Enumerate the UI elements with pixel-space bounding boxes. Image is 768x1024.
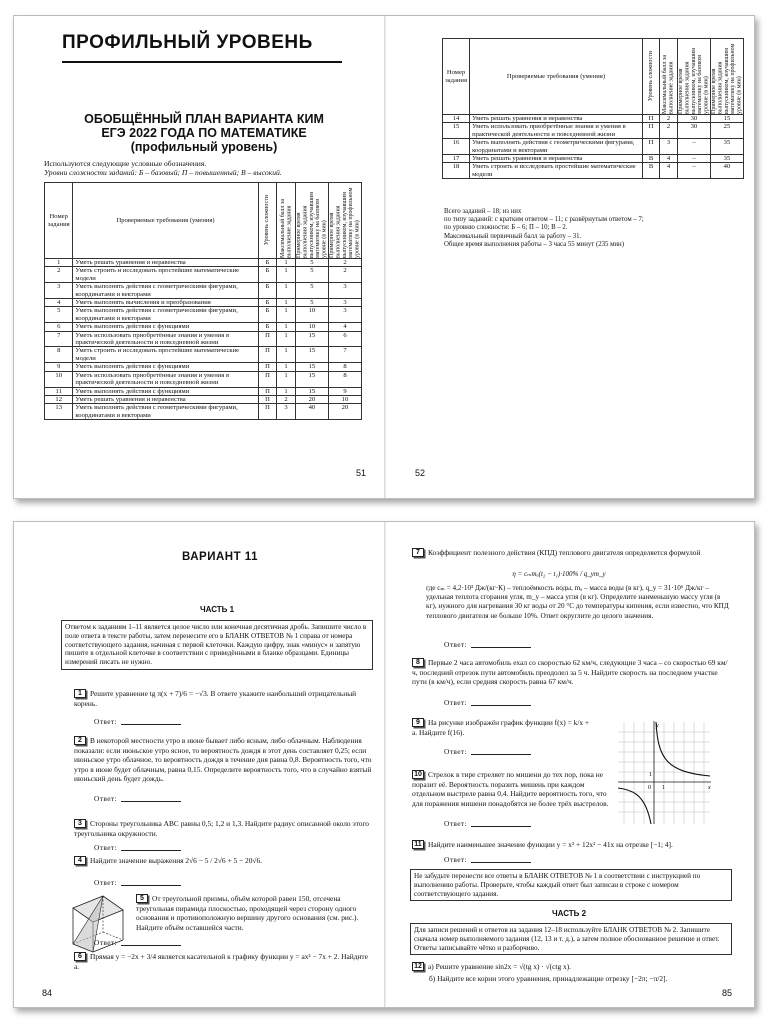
table-cell: 20 [295,395,328,403]
answer-line[interactable] [94,717,181,726]
table-cell: 18 [443,163,470,179]
table-row [45,307,362,323]
plan-title-line: ЕГЭ 2022 ГОДА ПО МАТЕМАТИКЕ [101,126,307,140]
task-number: 4 [74,856,86,865]
table-cell: 10 [295,323,328,331]
answer-label: Ответ: [444,640,467,649]
task-number: 5 [136,894,148,903]
table-cell: 14 [443,115,470,123]
table-header-cell [677,39,710,115]
table-cell: 40 [295,404,328,420]
table-cell: 2 [277,395,296,403]
table-cell: 9 [45,363,73,371]
table-cell: 35 [710,155,743,163]
table-row [443,123,744,139]
header-text: Примерное время выполнения задания выпускником, изучавшим математику на профильном уровне (в мин) [710,43,743,114]
table-cell: 9 [328,387,361,395]
task-text: Решите уравнение tg π(x + 7)/6 = −√3. В ответе укажите наибольший отрицательный корень. [74,689,357,708]
table-cell: Уметь решать уравнения и неравенства [470,155,643,163]
table-cell: 1 [277,267,296,283]
task-12b: б) Найдите все корни этого уравнения, принадлежащие отрезку [−2π; −π/2]. [429,974,668,983]
table-row [45,283,362,299]
answer-line[interactable] [444,855,531,864]
answer-line[interactable] [94,843,181,852]
table-header-cell [258,183,276,259]
table-header-cell: Проверяемые требования (умения) [73,183,258,259]
table-cell: 1 [45,259,73,267]
table-cell: Уметь строить и исследовать простейшие математические модели [73,267,258,283]
legend-line: Уровни сложности заданий: Б – базовый; П – повышенный; В – высокий. [44,168,282,177]
table-cell: Уметь выполнять действия с геометрическими фигурами, координатами и векторами [470,139,643,155]
task-number: 6 [74,952,86,961]
table-cell: В [642,155,659,163]
table-cell: 5 [295,283,328,299]
table-cell: 1 [277,283,296,299]
table-cell: 2 [328,267,361,283]
page-number: 84 [42,988,53,998]
task-number: 1 [74,689,86,698]
table-cell: – [677,139,710,155]
table-cell: 17 [443,155,470,163]
table-cell: П [258,347,276,363]
summary-line: Общее время выполнения работы – 3 часа 55 минут (235 мин) [444,240,624,248]
table-cell: Уметь решать уравнения и неравенства [73,259,258,267]
table-row [45,363,362,371]
table-cell: 1 [277,299,296,307]
task-2 [74,736,372,784]
task-text: Первые 2 часа автомобиль ехал со скоростью 62 км/ч, следующие 3 часа – со скоростью 69 км/ч, последний отрезок пути автомобиль преодолел за 5 ч. Найдите скорость на последнем участке пути (в км/ч), если средняя скорость равна 67 км/ч. [412,658,728,687]
task-text: На рисунке изображён график функции f(x) = k/x + a. Найдите f(16). [412,718,590,737]
task-4 [74,856,372,866]
table-row [443,155,744,163]
table-cell: П [258,363,276,371]
page-gutter [384,522,386,1007]
table-row [45,323,362,331]
task-11 [412,840,732,850]
table-header-cell: Проверяемые требования (умения) [470,39,643,115]
table-cell: 1 [277,307,296,323]
header-text: Примерное время выполнения задания выпускником, изучавшим математику на профильном уровне (в мин) [328,187,361,258]
table-cell: 1 [277,387,296,395]
table-cell: Б [258,267,276,283]
task-12 [412,962,732,972]
answer-label: Ответ: [94,794,117,803]
table-cell: 16 [443,139,470,155]
part2-title: ЧАСТЬ 2 [552,909,587,918]
part2-instructions-box: Для записи решений и ответов на задания 12–18 используйте БЛАНК ОТВЕТОВ № 2. Запишите сначала номер выполняемого задания (12, 13 и т. д.), а затем полное обоснованное решение и ответ. Ответы записывайте чётко и разборчиво. [410,923,732,955]
header-text: Максимальный балл за выполнение задания [279,198,293,258]
page-number: 51 [356,468,367,478]
table-cell: 13 [45,404,73,420]
table-cell: 6 [328,331,361,347]
plan-table-left [44,182,362,420]
table-cell: Уметь решать уравнения и неравенства [73,395,258,403]
table-cell: Уметь выполнять действия с геометрическими фигурами, координатами и векторами [73,404,258,420]
table-cell: П [642,115,659,123]
plan-summary [444,208,744,249]
table-cell: 10 [295,307,328,323]
table-row [443,163,744,179]
task-number: 10 [412,770,424,779]
table-cell: 5 [45,307,73,323]
answer-line[interactable] [444,698,531,707]
answer-label: Ответ: [94,878,117,887]
table-header-cell [660,39,678,115]
spread-variant [13,521,755,1008]
table-header-cell [642,39,659,115]
summary-line: Всего заданий – 18; из них [444,208,522,215]
table-cell: Уметь выполнять действия с функциями [73,323,258,331]
task-3 [74,819,372,838]
answer-line[interactable] [94,938,181,947]
task-9 [412,718,592,737]
table-header-cell [328,183,361,259]
table-cell: Б [258,283,276,299]
table-row [45,267,362,283]
header-text: Примерное время выполнения задания выпускником, изучавшим математику на базовом уровне (в мин) [677,47,710,114]
x-axis-label: x [708,785,711,791]
table-cell: 1 [277,347,296,363]
task-number: 2 [74,736,86,745]
header-text: Уровень сложности [647,51,654,102]
summary-line: по уровню сложности: Б – 6; П – 10; В – 2. [444,224,568,232]
table-cell: П [258,331,276,347]
instructions-box: Ответом к заданиям 1–11 является целое число или конечная десятичная дробь. Запишите число в поле ответа в тексте работы, затем перенесите его в БЛАНК ОТВЕТОВ № 1 справа от номера соответствующего задания, начиная с первой клеточки. Каждую цифру, знак «минус» и запятую пишите в отдельной клеточке в соответствии с приведёнными в бланке образцами. Единицы измерений писать не нужно. [61,620,373,670]
efficiency-formula: η = cₘmₐ(t₂ − t₁)·100% / q_уm_у [512,570,606,578]
header-text: Примерное время выполнения задания выпускником, изучавшим математику на базовом уровне (в мин) [295,191,328,258]
y-axis-label: y [656,723,659,729]
table-cell: 15 [295,347,328,363]
x-unit-label: 1 [662,785,665,791]
plan-title-line: ОБОБЩЁННЫЙ ПЛАН ВАРИАНТА КИМ [84,112,324,126]
task-text: Стороны треугольника ABC равны 0,5; 1,2 и 1,3. Найдите радиус описанной около этого треугольника окружности. [74,819,369,838]
task-8 [412,658,732,687]
table-cell: 4 [45,299,73,307]
table-cell: 8 [45,347,73,363]
table-row [45,395,362,403]
table-cell: – [677,155,710,163]
table-cell: 1 [277,363,296,371]
table-cell: 11 [45,387,73,395]
table-cell: 12 [45,395,73,403]
answer-label: Ответ: [444,747,467,756]
table-cell: 1 [277,259,296,267]
table-cell: 1 [277,331,296,347]
table-header-cell: Номер задания [443,39,470,115]
answer-line[interactable] [94,878,181,887]
table-cell: 3 [45,283,73,299]
plan-legend [44,159,364,177]
variant-title: ВАРИАНТ 11 [182,551,258,563]
task-7 [412,548,732,558]
answer-line[interactable] [444,747,531,756]
task-5 [136,894,372,932]
answer-line[interactable] [444,819,531,828]
table-header-cell [295,183,328,259]
table-row [443,115,744,123]
table-row [45,331,362,347]
table-cell: 2 [45,267,73,283]
table-row [45,299,362,307]
table-cell: 20 [328,404,361,420]
table-cell: П [258,371,276,387]
table-cell: 5 [295,267,328,283]
task-number: 9 [412,718,424,727]
table-cell: Уметь выполнять действия с функциями [73,387,258,395]
table-cell: 4 [660,163,678,179]
task-text: В некоторой местности утро в июне бывает либо ясным, либо облачным. Наблюдения показали: если июньское утро ясное, то вероятность дождя в этот день составляет 0,25; если июньское утро облачное, то вероятность дождя в течение дня равна 0,8. Вероятность того, что утро в июне будет облачным, равна 0,15. Определите вероятность того, что в случайно взятый июньский день будет дождь. [74,736,372,784]
table-cell: Б [258,299,276,307]
table-cell: 1 [277,323,296,331]
table-cell: 15 [710,115,743,123]
table-cell: 3 [328,299,361,307]
plan-title [54,112,354,154]
task-text: Найдите значение выражения 2√6 − 5 / 2√6 + 5 − 20√6. [90,856,263,865]
task-10 [412,770,612,808]
table-cell: 15 [443,123,470,139]
table-cell: 35 [710,139,743,155]
table-cell: 5 [295,299,328,307]
table-row [443,139,744,155]
task-number: 3 [74,819,86,828]
table-cell: Б [258,259,276,267]
task-text: Коэффициент полезного действия (КПД) теплового двигателя определяется формулой [428,548,701,557]
summary-line: Максимальный первичный балл за работу – 31. [444,232,582,240]
table-cell: 15 [295,331,328,347]
table-header-cell [710,39,743,115]
table-cell: П [258,387,276,395]
table-cell: 30 [677,115,710,123]
legend-line: Используются следующие условные обозначения. [44,159,207,168]
page-number: 85 [722,988,733,998]
page-number: 52 [415,468,426,478]
table-cell: 5 [295,259,328,267]
table-cell: 7 [45,331,73,347]
table-cell: 3 [277,404,296,420]
table-cell: 4 [660,155,678,163]
table-cell: 15 [295,387,328,395]
hyperbola-graph [616,718,714,828]
table-cell: 2 [660,115,678,123]
table-cell: Б [258,323,276,331]
table-cell: Уметь решать уравнения и неравенства [470,115,643,123]
table-cell: 3 [660,139,678,155]
table-cell: Уметь использовать приобретённые знания и умения в практической деятельности и повседневной жизни [470,123,643,139]
table-cell: 2 [328,259,361,267]
table-cell: Уметь выполнять действия с геометрическими фигурами, координатами и векторами [73,283,258,299]
header-rule [62,61,342,63]
table-row [45,387,362,395]
task-text: Прямая y = −2x + 3/4 является касательной к графику функции y = ax² − 7x + 2. Найдите a. [74,952,368,971]
table-row [45,347,362,363]
table-header-cell [277,183,296,259]
table-cell: 2 [660,123,678,139]
page-gutter [384,16,386,498]
table-cell: 3 [328,307,361,323]
table-cell: П [258,395,276,403]
summary-line: по типу заданий: с кратким ответом – 11; с развёрнутым ответом – 7; [444,216,644,224]
part1-title: ЧАСТЬ 1 [200,605,235,614]
plan-table-right [442,38,744,179]
table-cell: Уметь выполнять действия с функциями [73,363,258,371]
answer-line[interactable] [94,794,181,803]
spread-plan [13,15,755,499]
task-text: От треугольной призмы, объём которой равен 150, отсечена треугольная пирамида плоскостью, проходящей через сторону одного основания и противоположную вершину другого основания (см. рис.). Найдите объём оставшейся части. [136,894,359,932]
table-cell: 8 [328,371,361,387]
table-cell: Уметь выполнять вычисления и преобразования [73,299,258,307]
answer-label: Ответ: [94,938,117,947]
table-row [45,371,362,387]
table-cell: Уметь выполнять действия с геометрическими фигурами, координатами и векторами [73,307,258,323]
task-1 [74,689,372,708]
header-text: Максимальный балл за выполнение задания [662,54,675,114]
table-header-cell: Номер задания [45,183,73,259]
task-6 [74,952,372,971]
task-number: 8 [412,658,424,667]
table-cell: 6 [45,323,73,331]
table-cell: 40 [710,163,743,179]
table-cell: Уметь строить и исследовать простейшие математические модели [73,347,258,363]
answer-label: Ответ: [94,717,117,726]
table-cell: 3 [328,283,361,299]
table-cell: Уметь строить и исследовать простейшие математические модели [470,163,643,179]
origin-label: 0 [648,785,651,791]
table-cell: 15 [295,363,328,371]
table-cell: 8 [328,363,361,371]
table-cell: 1 [277,371,296,387]
table-cell: Б [258,307,276,323]
answer-label: Ответ: [444,855,467,864]
reminder-box: Не забудьте перенести все ответы в БЛАНК ОТВЕТОВ № 1 в соответствии с инструкцией по выполнению работы. Проверьте, чтобы каждый ответ был записан в строке с номером соответствующего задания. [410,869,732,901]
table-cell: П [258,404,276,420]
task-text: а) Решите уравнение sin2x = √(tg x) · √(ctg x). [428,962,572,971]
table-cell: П [642,139,659,155]
plan-title-line: (профильный уровень) [130,140,278,154]
task-number: 7 [412,548,424,557]
table-cell: 15 [295,371,328,387]
table-cell: Уметь использовать приобретённые знания и умения в практической деятельности и повседневной жизни [73,331,258,347]
table-cell: 25 [710,123,743,139]
table-cell: Уметь использовать приобретённые знания и умения в практической деятельности и повседневной жизни [73,371,258,387]
table-cell: 7 [328,347,361,363]
table-row [45,259,362,267]
task-text: Найдите наименьшее значение функции y = x³ + 12x² − 41x на отрезке [−1; 4]. [428,840,673,849]
task-number: 12 [412,962,424,971]
page-header: ПРОФИЛЬНЫЙ УРОВЕНЬ [62,32,313,53]
answer-label: Ответ: [444,819,467,828]
table-cell: В [642,163,659,179]
table-cell: 10 [328,395,361,403]
table-cell: 10 [45,371,73,387]
answer-label: Ответ: [444,698,467,707]
table-row [45,404,362,420]
table-cell: П [642,123,659,139]
task-7-text: где cₘ = 4,2·10³ Дж/(кг·К) – теплоёмкость воды, mₐ – масса воды (в кг), q_у = 31·10⁶ Дж/кг – удельная теплота сгорания угля, m_у – масса угля (в кг). Определите наименьшую массу угля (в кг), нужного для нагревания 30 кг воды от 20 °С до температуры кипения, если известно, что КПД теплового двигателя не больше 10%. Ответ округлите до целого значения. [426,584,729,620]
task-number: 11 [412,840,424,849]
table-cell: 4 [328,323,361,331]
table-cell: 30 [677,123,710,139]
task-text: Стрелок в тире стреляет по мишени до тех пор, пока не поразит её. Вероятность поразить мишень при каждом отдельном выстреле равна 0,4. Найдите вероятность того, что для поражения мишени понадобятся не более трёх выстрелов. [412,770,609,808]
answer-line[interactable] [444,640,531,649]
answer-label: Ответ: [94,843,117,852]
header-text: Уровень сложности [264,195,271,246]
y-unit-label: 1 [649,772,652,778]
table-cell: – [677,163,710,179]
